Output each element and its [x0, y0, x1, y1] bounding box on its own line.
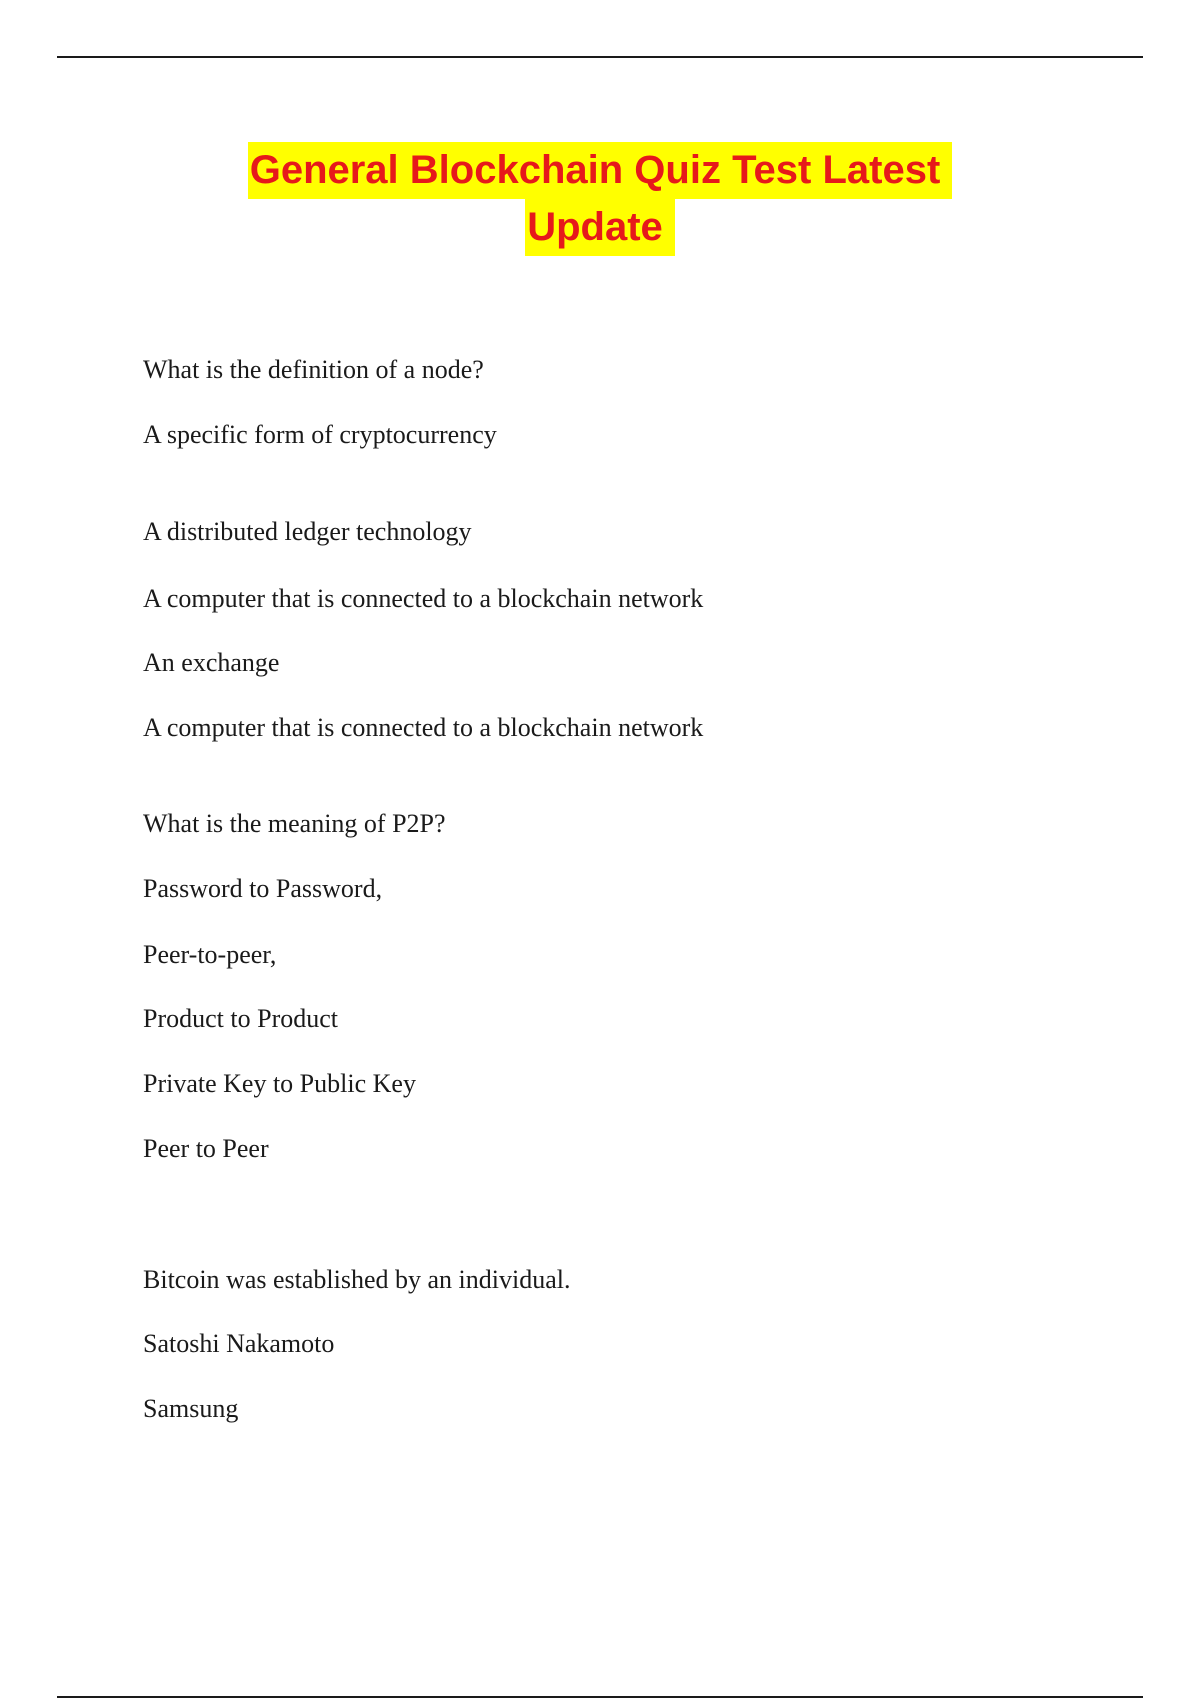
answer-option: Product to Product — [143, 1004, 338, 1033]
answer-option: Password to Password, — [143, 874, 383, 903]
question-node-definition: What is the definition of a node? — [143, 355, 484, 384]
question-p2p-meaning: What is the meaning of P2P? — [143, 809, 446, 838]
top-rule — [57, 56, 1143, 58]
title-line-2: Update — [525, 199, 675, 256]
answer-option: Private Key to Public Key — [143, 1069, 416, 1098]
answer-option: An exchange — [143, 648, 280, 677]
answer-option: Samsung — [143, 1394, 239, 1423]
answer-option: A distributed ledger technology — [143, 517, 472, 546]
answer-option: Satoshi Nakamoto — [143, 1329, 335, 1358]
question-bitcoin-founder: Bitcoin was established by an individual. — [143, 1265, 571, 1294]
answer-option: A specific form of cryptocurrency — [143, 420, 497, 449]
answer-option: Peer-to-peer, — [143, 940, 277, 969]
bottom-rule — [57, 1696, 1143, 1698]
title-line-1: General Blockchain Quiz Test Latest — [248, 142, 953, 199]
document-title — [0, 142, 1200, 256]
correct-answer: Peer to Peer — [143, 1134, 269, 1163]
answer-option: A computer that is connected to a blockchain network — [143, 584, 704, 613]
correct-answer: A computer that is connected to a blockchain network — [143, 713, 704, 742]
